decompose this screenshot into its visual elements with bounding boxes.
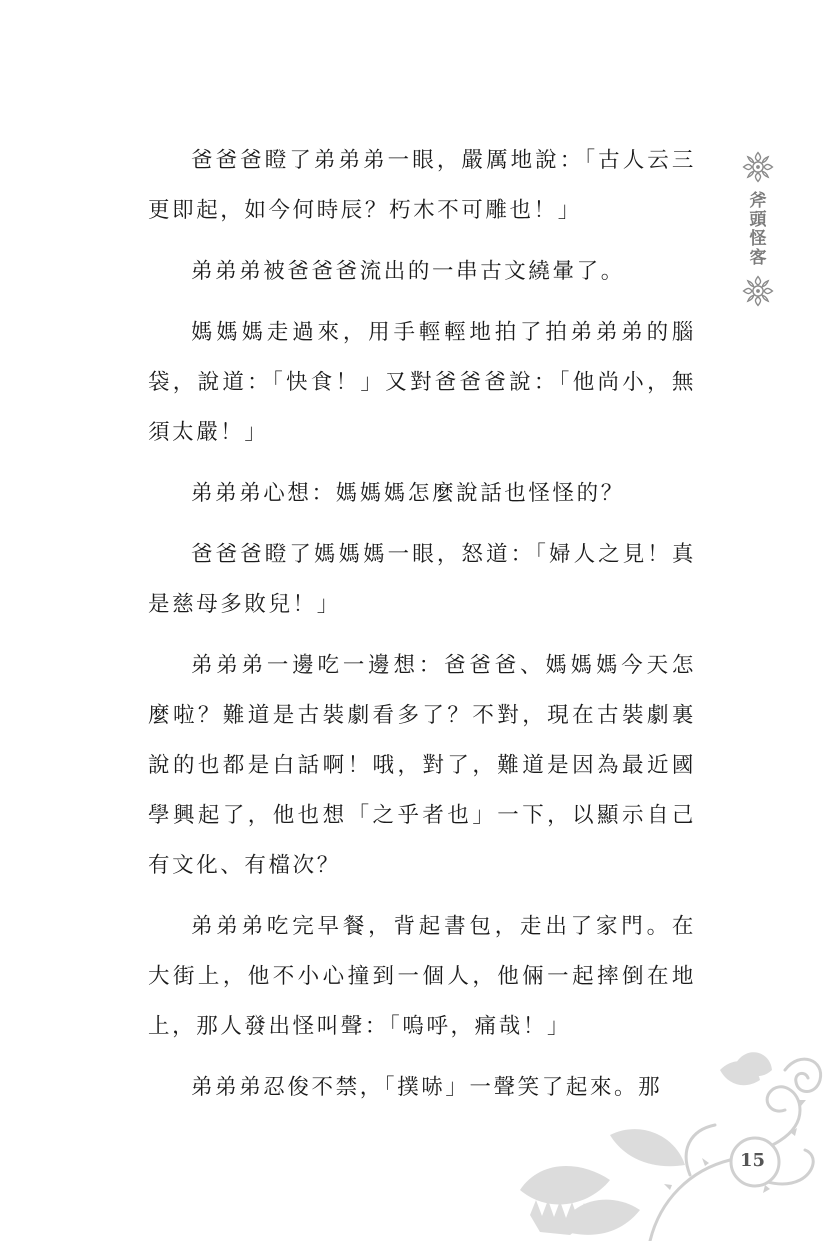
- page-number: 15: [740, 1150, 766, 1171]
- paragraph-1: 爸爸爸瞪了弟弟弟一眼，嚴厲地說：「古人云三更即起，如今何時辰？朽木不可雕也！」: [148, 148, 696, 223]
- flower-ornament-icon: [741, 150, 775, 184]
- body-text: [148, 136, 696, 1124]
- paragraph-7: 弟弟弟吃完早餐，背起書包，走出了家門。在大街上，他不小心撞到一個人，他倆一起摔倒在地上，那人發出怪叫聲：「嗚呼，痛哉！」: [148, 914, 696, 1039]
- vine-flower-decoration-icon: [500, 1040, 827, 1241]
- paragraph-2: 弟弟弟被爸爸爸流出的一串古文繞暈了。: [191, 259, 625, 284]
- paragraph-4: 弟弟弟心想：媽媽媽怎麼說話也怪怪的？: [191, 481, 625, 506]
- book-title-vertical: 斧頭怪客: [749, 191, 767, 268]
- flower-ornament-icon: [741, 274, 775, 308]
- paragraph-3: 媽媽媽走過來，用手輕輕地拍了拍弟弟弟的腦袋，說道：「快食！」又對爸爸爸說：「他尚小，無須太嚴！」: [148, 320, 696, 445]
- paragraph-8: 弟弟弟忍俊不禁，「撲哧」一聲笑了起來。那: [191, 1075, 663, 1100]
- paragraph-6: 弟弟弟一邊吃一邊想：爸爸爸、媽媽媽今天怎麼啦？難道是古裝劇看多了？不對，現在古裝劇裏說的也都是白話啊！哦，對了，難道是因為最近國學興起了，他也想「之乎者也」一下，以顯示自己有文化、有檔次？: [148, 653, 696, 878]
- paragraph-5: 爸爸爸瞪了媽媽媽一眼，怒道：「婦人之見！真是慈母多敗兒！」: [148, 542, 696, 617]
- running-header: [738, 150, 778, 308]
